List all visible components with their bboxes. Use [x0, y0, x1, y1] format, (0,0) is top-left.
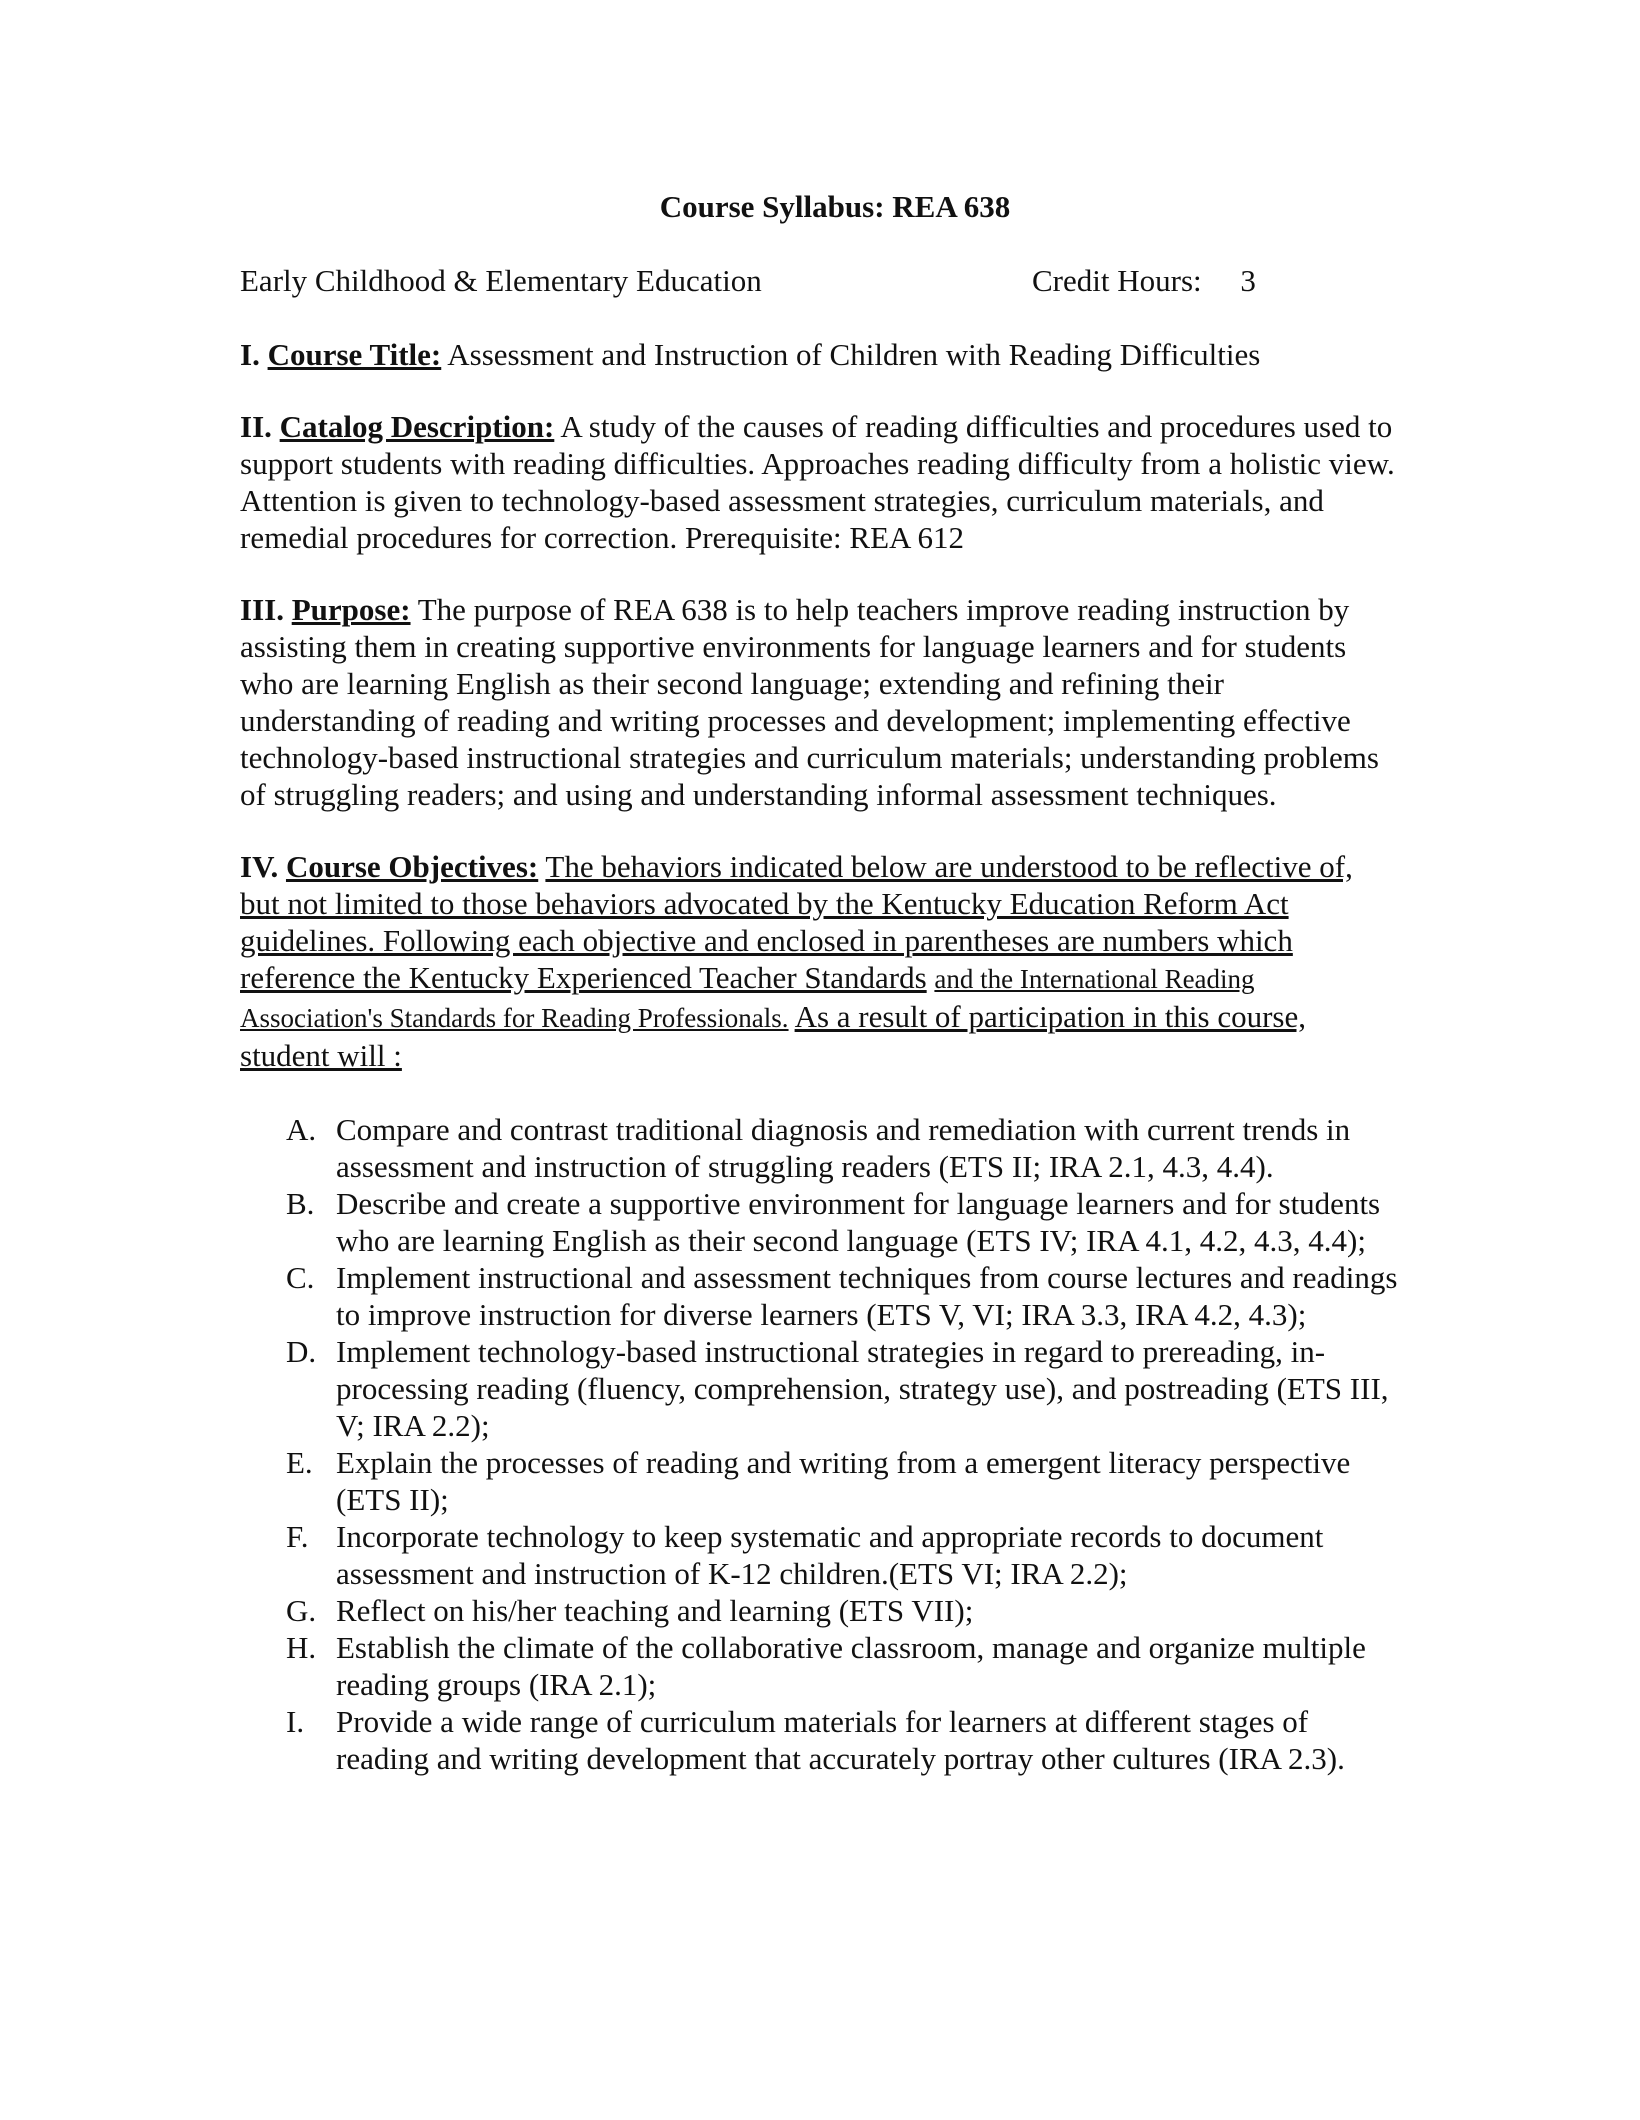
course-objectives-section [240, 848, 1400, 1777]
objectives-intro-text: The behaviors indicated below are understood to be reflective of, but not limited to those behaviors advocated by the Kentucky Education Reform Act guidelines. Following each objective and enclosed in parentheses are numbers which reference the Kentucky Experienced Teacher Standards [240, 849, 1353, 995]
objectives-intro-closing: As a result of participation in this course, student will : [240, 999, 1306, 1073]
section-number: I. [240, 337, 260, 372]
list-item [240, 1629, 1400, 1703]
item-letter: G. [286, 1593, 317, 1628]
list-item [240, 1185, 1400, 1259]
objectives-intro [240, 848, 1400, 1074]
course-title-section [240, 336, 1400, 373]
section-heading: Purpose: [291, 592, 411, 627]
list-item [240, 1703, 1400, 1777]
section-number: IV. [240, 849, 279, 884]
list-item [240, 1259, 1400, 1333]
item-text: Describe and create a supportive environment for language learners and for students who are learning English as their second language (ETS IV; IRA 4.1, 4.2, 4.3, 4.4); [336, 1186, 1381, 1258]
list-item [240, 1333, 1400, 1444]
section-heading: Course Objectives: [285, 849, 539, 884]
department-row [240, 262, 1400, 299]
objectives-intro-ira: and the International Reading Association's Standards for Reading Professionals. [240, 964, 1255, 1033]
item-text: Reflect on his/her teaching and learning (ETS VII); [336, 1593, 974, 1628]
item-letter: A. [286, 1112, 317, 1147]
item-text: Explain the processes of reading and writing from a emergent literacy perspective (ETS II); [336, 1445, 1351, 1517]
list-item [240, 1111, 1400, 1185]
objectives-list [240, 1111, 1400, 1777]
item-letter: I. [286, 1704, 305, 1739]
section-heading: Course Title: [267, 337, 442, 372]
list-item [240, 1592, 1400, 1629]
list-item [240, 1518, 1400, 1592]
syllabus-page [240, 188, 1400, 1812]
item-text: Incorporate technology to keep systematic and appropriate records to document assessment and instruction of K-12 children.(ETS VI; IRA 2.2); [336, 1519, 1324, 1591]
document-title: Course Syllabus: REA 638 [659, 189, 1011, 224]
item-text: Implement instructional and assessment techniques from course lectures and readings to improve instruction for diverse learners (ETS V, VI; IRA 3.3, IRA 4.2, 4.3); [336, 1260, 1398, 1332]
section-heading: Catalog Description: [279, 409, 555, 444]
purpose-section [240, 591, 1400, 813]
list-item [240, 1444, 1400, 1518]
item-text: Implement technology-based instructional strategies in regard to prereading, in-processing reading (fluency, comprehension, strategy use), and postreading (ETS III, V; IRA 2.2); [336, 1334, 1389, 1443]
item-letter: E. [286, 1445, 313, 1480]
credit-hours-label: Credit Hours: [1032, 263, 1202, 298]
item-letter: C. [286, 1260, 315, 1295]
section-text: A study of the causes of reading difficulties and procedures used to support students with reading difficulties. Approaches reading difficulty from a holistic view. Attention is given to technology-based assessment strategies, curriculum materials, and remedial procedures for correction. Prerequisite: REA 612 [240, 409, 1395, 555]
section-number: III. [240, 592, 284, 627]
item-text: Establish the climate of the collaborative classroom, manage and organize multiple reading groups (IRA 2.1); [336, 1630, 1366, 1702]
section-text: Assessment and Instruction of Children with Reading Difficulties [447, 337, 1261, 372]
item-text: Provide a wide range of curriculum materials for learners at different stages of reading and writing development that accurately portray other cultures (IRA 2.3). [336, 1704, 1345, 1776]
item-letter: B. [286, 1186, 315, 1221]
department-name: Early Childhood & Elementary Education [240, 263, 762, 298]
credit-hours [1032, 262, 1256, 299]
catalog-description-section [240, 408, 1400, 556]
item-text: Compare and contrast traditional diagnosis and remediation with current trends in assessment and instruction of struggling readers (ETS II; IRA 2.1, 4.3, 4.4). [336, 1112, 1351, 1184]
section-number: II. [240, 409, 272, 444]
item-letter: H. [286, 1630, 317, 1665]
credit-hours-value: 3 [1240, 263, 1256, 298]
section-text: The purpose of REA 638 is to help teachers improve reading instruction by assisting them in creating supportive environments for language learners and for students who are learning English as their second language; extending and refining their understanding of reading and writing processes and development; implementing effective technology-based instructional strategies and curriculum materials; understanding problems of struggling readers; and using and understanding informal assessment techniques. [240, 592, 1379, 812]
item-letter: F. [286, 1519, 309, 1554]
item-letter: D. [286, 1334, 317, 1369]
